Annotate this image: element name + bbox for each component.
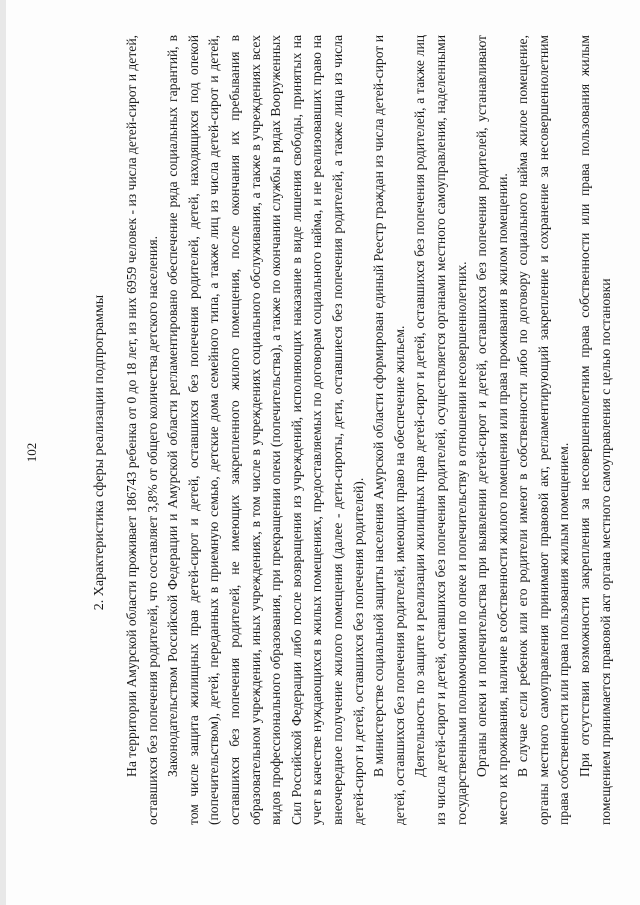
- paragraph: В случае если ребенок или его родители имеют в собственности либо по договору социального найма жилое помещение, органы местного самоуправления принимают правовой акт, регламентирующий закрепление и сохранение за несовершеннолетним права собственности или права пользования жилым помещением.: [515, 35, 572, 825]
- paragraph: На территории Амурской области проживает 186743 ребенка от 0 до 18 лет, из них 6959 человек - из числа детей-сирот и детей, оставшихся без попечения родителей, что составляет 3,8% от общего количества детского населения.: [124, 35, 160, 825]
- paragraph: В министерстве социальной защиты населения Амурской области сформирован единый Реестр граждан из числа детей-сирот и детей, оставшихся без попечения родителей, имеющих право на обеспечение жильем.: [371, 35, 407, 825]
- page-number: 102: [24, 442, 39, 463]
- paragraph: Законодательством Российской Федерации и Амурской области регламентировано обеспечение ряда социальных гарантий, в том числе защита жилищных прав детей-сирот и детей, оставшихся без попечения родителей, детей, находящихся под опекой (попечительством), детей, переданных в приемную семью, детские дома семейного типа, а также лиц из числа детей-сирот и детей, оставшихся без попечения родителей, не имеющих закрепленного жилого помещения, после окончания их пребывания в образовательном учреждении, иных учреждениях, в том числе в учреждениях социального обслуживания, а также в учреждениях всех видов профессионального образования, при прекращении опеки (попечительства), а также по окончании службы в рядах Вооруженных Сил Российской Федерации либо после возвращения из учреждений, исполняющих наказание в виде лишения свободы, принятых на учет в качестве нуждающихся в жилых помещениях, предоставляемых по договорам социального найма, и не реализовавших право на внеочередное получение жилого помещения (далее - дети-сироты, дети, оставшиеся без попечения родителей, а также лица из числа детей-сирот и детей, оставшихся без попечения родителей).: [165, 35, 366, 825]
- body-text: [122, 35, 616, 825]
- paragraph: Деятельность по защите и реализации жилищных прав детей-сирот и детей, оставшихся без попечения родителей, а также лиц из числа детей-сирот и детей, оставшихся без попечения родителей, осуществляется органами местного самоуправления, наделенными государственными полномочиями по опеке и попечительству в отношении несовершеннолетних.: [412, 35, 469, 825]
- section-title: 2. Характеристика сферы реализации подпрограммы: [92, 294, 107, 611]
- paragraph: При отсутствии возможности закрепления за несовершеннолетним права собственности или права пользования жилым помещением принимается правовой акт органа местного самоуправления с целью постановки: [577, 35, 613, 825]
- paragraph: Органы опеки и попечительства при выявлении детей-сирот и детей, оставшихся без попечения родителей, устанавливают место их проживания, наличие в собственности жилого помещения или права проживания в жилом помещении.: [474, 35, 510, 825]
